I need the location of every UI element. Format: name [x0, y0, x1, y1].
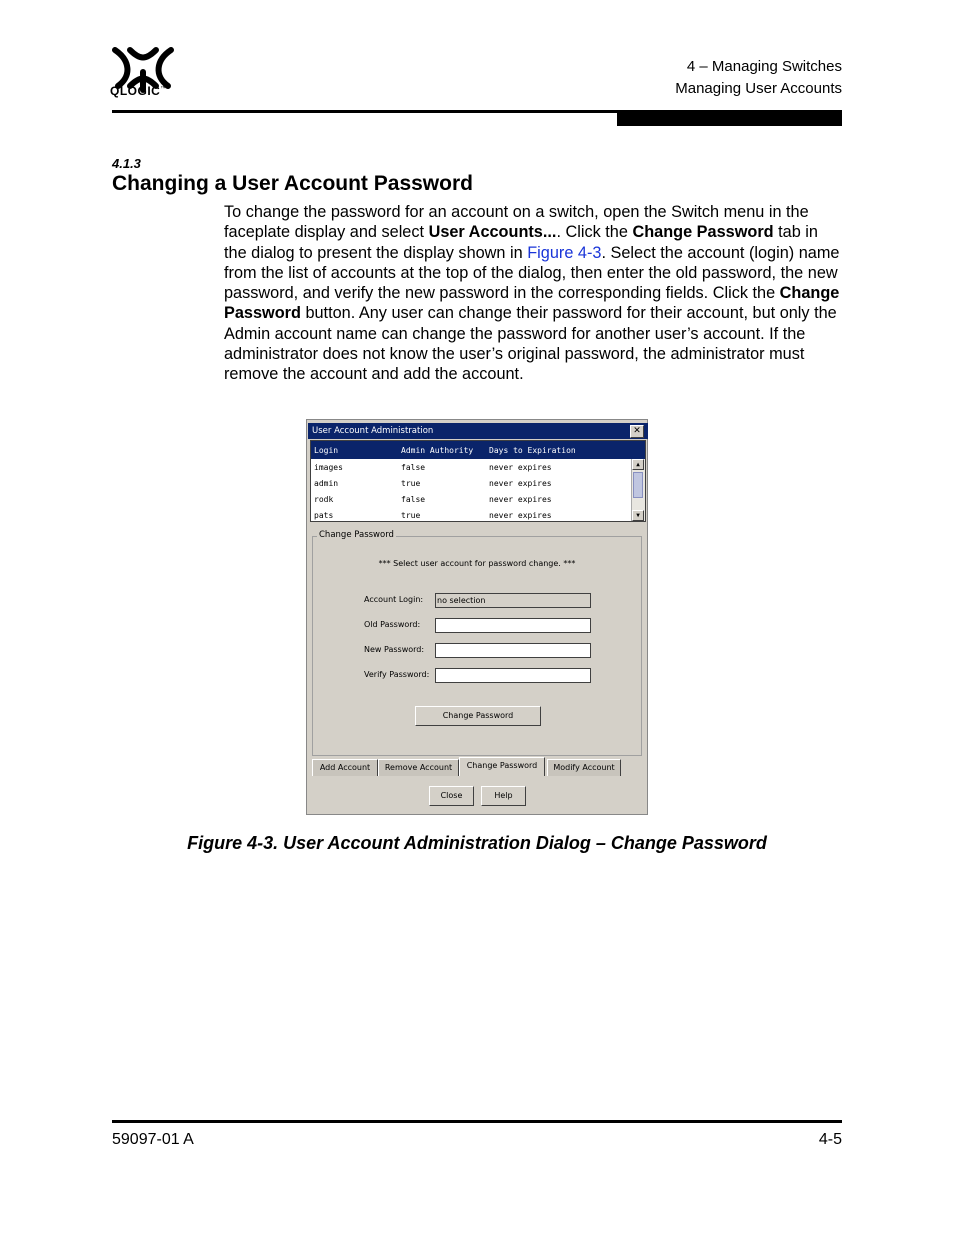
cell-login: images [314, 463, 343, 472]
cell-expiration: never expires [489, 495, 552, 504]
dialog-title-bar [308, 423, 648, 439]
page-number: 4-5 [818, 1131, 842, 1148]
verify-password-label: Verify Password: [364, 670, 430, 679]
scroll-down-icon[interactable]: ▼ [632, 510, 644, 521]
tab-change-password[interactable]: Change Password [459, 757, 545, 776]
close-icon[interactable]: ✕ [630, 425, 644, 438]
section-title: Changing a User Account Password [112, 172, 473, 195]
help-button[interactable]: Help [481, 786, 526, 806]
logo-wordmark: QLOGIC™ [110, 84, 167, 98]
tab-add-account[interactable]: Add Account [312, 759, 378, 776]
dialog-title: User Account Administration [312, 426, 434, 436]
account-login-field: no selection [435, 593, 591, 608]
figure-caption: Figure 4-3. User Account Administration Dialog – Change Password [187, 833, 767, 853]
cell-expiration: never expires [489, 463, 552, 472]
col-header-authority[interactable]: Admin Authority [401, 446, 474, 455]
list-row[interactable] [311, 459, 631, 475]
instruction-text: *** Select user account for password change. *** [378, 559, 576, 568]
cell-authority: false [401, 463, 426, 472]
change-password-button[interactable]: Change Password [415, 706, 541, 726]
list-row[interactable] [311, 491, 631, 507]
group-label: Change Password [319, 530, 394, 540]
list-header [311, 441, 645, 459]
cell-authority: false [401, 495, 426, 504]
chapter-title: 4 – Managing Switches [686, 58, 842, 75]
section-number: 4.1.3 [112, 156, 141, 171]
list-scrollbar[interactable] [631, 459, 645, 521]
list-row[interactable] [311, 507, 631, 521]
old-password-label: Old Password: [364, 620, 421, 629]
figure-link[interactable]: Figure 4-3 [527, 243, 602, 262]
section-header: Managing User Accounts [675, 80, 842, 97]
cell-login: pats [314, 511, 334, 520]
footer-rule [112, 1120, 842, 1123]
cell-authority: true [401, 511, 421, 520]
user-account-dialog [306, 419, 648, 815]
tab-modify-account[interactable]: Modify Account [547, 759, 621, 776]
document-number: 59097-01 A [112, 1131, 194, 1148]
account-list[interactable] [310, 440, 646, 522]
new-password-field[interactable] [435, 643, 591, 658]
cell-authority: true [401, 479, 421, 488]
col-header-login[interactable]: Login [314, 446, 339, 455]
verify-password-field[interactable] [435, 668, 591, 683]
close-button[interactable]: Close [429, 786, 474, 806]
cell-login: admin [314, 479, 339, 488]
scroll-thumb[interactable] [633, 472, 643, 498]
list-row[interactable] [311, 475, 631, 491]
cell-login: rodk [314, 495, 334, 504]
col-header-expiration[interactable]: Days to Expiration [489, 446, 576, 455]
header-bar [617, 110, 842, 126]
body-paragraph: To change the password for an account on a switch, open the Switch menu in the faceplate display and select User Accounts.... Click the Change Password tab in the dialog to present the display shown in Figure 4-3. Select the account (login) name from the list of accounts at the top of the dialog, then enter the old password, the new password, and verify the new password in the corresponding fields. Click the Change Password button. Any user can change their password for their account, but only the Admin account name can change the password for another user’s account. If the administrator does not know the user’s original password, the administrator must remove the account and add the account. [224, 203, 840, 384]
change-password-group [312, 530, 642, 756]
scroll-up-icon[interactable]: ▲ [632, 459, 644, 470]
new-password-label: New Password: [364, 645, 425, 654]
old-password-field[interactable] [435, 618, 591, 633]
cell-expiration: never expires [489, 511, 552, 520]
account-login-label: Account Login: [364, 595, 424, 604]
tab-remove-account[interactable]: Remove Account [378, 759, 459, 776]
cell-expiration: never expires [489, 479, 552, 488]
